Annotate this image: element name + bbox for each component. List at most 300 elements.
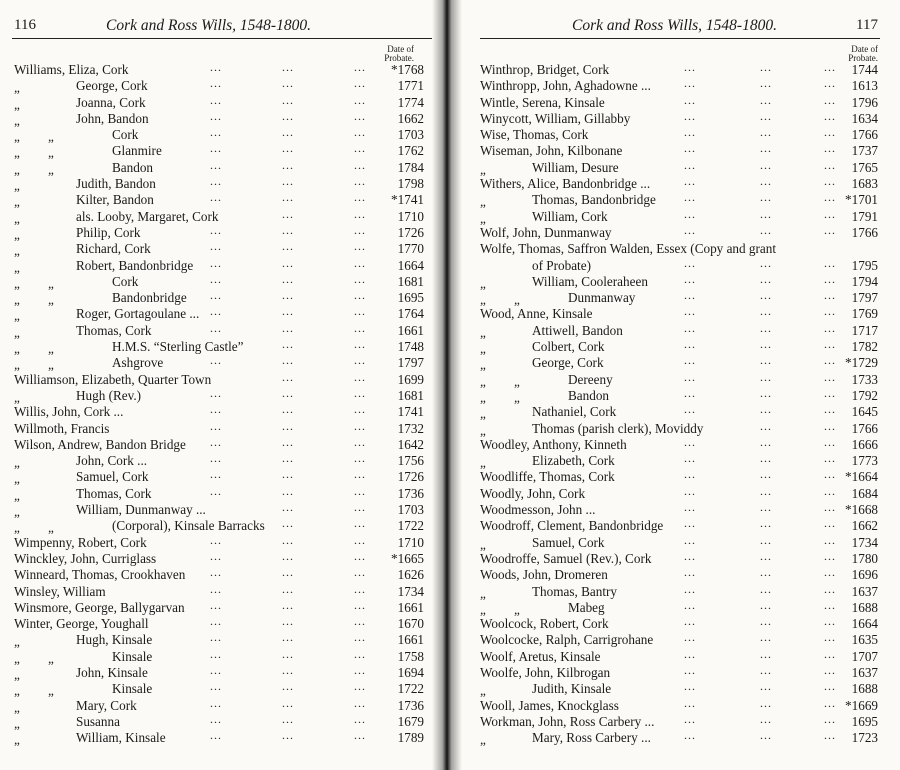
probate-year: 1694 [397, 664, 424, 680]
probate-year: 1723 [851, 730, 878, 746]
leader-dots: ... [282, 304, 294, 319]
leader-dots: ... [760, 385, 772, 400]
entry-name: Cork [112, 127, 139, 143]
leader-dots: ... [684, 385, 696, 400]
ditto-mark: „ [14, 715, 20, 731]
leader-dots: ... [824, 434, 836, 449]
leader-dots: ... [824, 646, 836, 661]
ditto-mark: „ [14, 634, 20, 650]
entry-name: Thomas (parish clerk), Moviddy [532, 420, 704, 436]
entry-name: Kinsale [112, 648, 153, 664]
leader-dots: ... [354, 125, 366, 140]
entry-name: Thomas, Cork [76, 322, 152, 338]
ditto-mark: „ [48, 161, 54, 177]
entry-name: Bandon [112, 159, 154, 175]
leader-dots: ... [684, 711, 696, 726]
entry-name: Samuel, Cork [76, 469, 149, 485]
probate-year: *1665 [391, 550, 424, 566]
leader-dots: ... [684, 190, 696, 205]
leader-dots: ... [684, 337, 696, 352]
ditto-mark: „ [480, 341, 486, 357]
ditto-mark: „ [14, 471, 20, 487]
entry-name: Susanna [76, 713, 120, 729]
leader-dots: ... [760, 304, 772, 319]
entry-name: Wilson, Andrew, Bandon Bridge [14, 436, 186, 452]
ditto-mark: „ [14, 112, 20, 128]
leader-dots: ... [282, 288, 294, 303]
leader-dots: ... [354, 255, 366, 270]
ditto-mark: „ [14, 650, 20, 666]
index-entry [480, 646, 878, 665]
leader-dots: ... [760, 500, 772, 515]
index-entry [480, 176, 878, 192]
probate-year: *1741 [391, 192, 424, 208]
leader-dots: ... [282, 255, 294, 270]
index-entry [480, 581, 878, 601]
leader-dots: ... [824, 548, 836, 563]
leader-dots: ... [354, 353, 366, 368]
probate-year: 1766 [851, 224, 878, 240]
entry-name: Wise, Thomas, Cork [480, 127, 589, 143]
index-entry [480, 483, 878, 502]
probate-year: 1791 [851, 208, 878, 224]
index-entry [480, 369, 878, 389]
leader-dots: ... [760, 157, 772, 172]
leader-dots: ... [354, 157, 366, 172]
leader-dots: ... [354, 288, 366, 303]
probate-year: 1664 [397, 257, 424, 273]
entry-name: George, Cork [532, 355, 604, 371]
index-entry [480, 711, 878, 730]
probate-year: 1734 [397, 583, 424, 599]
left-header-rule [12, 38, 432, 39]
leader-dots: ... [354, 418, 366, 433]
leader-dots: ... [282, 418, 294, 433]
ditto-mark: „ [480, 357, 486, 373]
leader-dots: ... [760, 679, 772, 694]
ditto-mark: „ [480, 732, 486, 748]
leader-dots: ... [282, 679, 294, 694]
leader-dots: ... [760, 548, 772, 563]
leader-dots: ... [824, 125, 836, 140]
ditto-mark: „ [14, 210, 20, 226]
leader-dots: ... [824, 385, 836, 400]
right-date-label-line1: Date of [851, 44, 878, 54]
leader-dots: ... [824, 467, 836, 482]
leader-dots: ... [210, 92, 222, 107]
ditto-mark: „ [14, 178, 20, 194]
index-entry [480, 92, 878, 111]
ditto-mark: „ [480, 292, 486, 308]
leader-dots: ... [824, 662, 836, 677]
probate-year: 1707 [851, 648, 878, 664]
leader-dots: ... [824, 190, 836, 205]
leader-dots: ... [282, 337, 294, 352]
ditto-mark: „ [48, 275, 54, 291]
index-entry [480, 355, 878, 371]
left-page-number: 116 [14, 17, 36, 33]
entry-name: Winthrop, Bridget, Cork [480, 62, 610, 77]
probate-year: 1798 [397, 176, 424, 192]
index-entry [480, 78, 878, 94]
leader-dots: ... [824, 222, 836, 237]
leader-dots: ... [824, 500, 836, 515]
entry-name: Woodly, John, Cork [480, 485, 586, 501]
leader-dots: ... [684, 532, 696, 547]
leader-dots: ... [282, 500, 294, 515]
index-entry [480, 255, 878, 274]
probate-year: 1662 [851, 518, 878, 534]
ditto-mark: „ [48, 520, 54, 536]
probate-year: 1710 [397, 534, 424, 550]
leader-dots: ... [760, 467, 772, 482]
entry-name: Winter, George, Youghall [14, 616, 149, 632]
leader-dots: ... [684, 108, 696, 123]
index-entry [480, 434, 878, 453]
leader-dots: ... [760, 320, 772, 335]
ditto-mark: „ [14, 145, 20, 161]
leader-dots: ... [684, 141, 696, 156]
probate-year: *1768 [391, 62, 424, 77]
leader-dots: ... [354, 174, 366, 189]
leader-dots: ... [760, 174, 772, 189]
leader-dots: ... [684, 320, 696, 335]
probate-year: 1722 [397, 681, 424, 697]
entry-name: John, Bandon [76, 110, 149, 126]
probate-year: 1642 [397, 436, 424, 452]
leader-dots: ... [354, 108, 366, 123]
leader-dots: ... [684, 548, 696, 563]
entry-name: Thomas, Cork [76, 485, 152, 501]
entry-name: Willis, John, Cork ... [14, 404, 124, 420]
leader-dots: ... [210, 646, 222, 661]
leader-dots: ... [760, 728, 772, 743]
entry-name: H.M.S. “Sterling Castle” [112, 339, 244, 355]
leader-dots: ... [210, 630, 222, 645]
index-entry [480, 730, 878, 746]
index-entry [480, 616, 878, 632]
probate-year: 1613 [851, 78, 878, 94]
ditto-mark: „ [514, 389, 520, 405]
leader-dots: ... [210, 157, 222, 172]
left-page-title: Cork and Ross Wills, 1548-1800. [106, 17, 311, 34]
leader-dots: ... [354, 679, 366, 694]
probate-year: 1661 [397, 322, 424, 338]
leader-dots: ... [684, 206, 696, 221]
entry-name: Willmoth, Francis [14, 420, 110, 436]
entry-name: William, Kinsale [76, 730, 166, 746]
index-entry [480, 404, 878, 420]
leader-dots: ... [824, 304, 836, 319]
probate-year: 1679 [397, 713, 424, 729]
leader-dots: ... [760, 92, 772, 107]
index-entry [480, 597, 878, 617]
entry-name: Woolfe, John, Kilbrogan [480, 664, 611, 680]
leader-dots: ... [760, 451, 772, 466]
leader-dots: ... [282, 451, 294, 466]
ditto-mark: „ [480, 210, 486, 226]
leader-dots: ... [760, 108, 772, 123]
probate-year: 1681 [397, 273, 424, 289]
entry-name: Wolfe, Thomas, Saffron Walden, Essex (Copy and grant [480, 241, 777, 257]
leader-dots: ... [760, 337, 772, 352]
probate-year: 1766 [851, 420, 878, 436]
leader-dots: ... [282, 190, 294, 205]
leader-dots: ... [684, 695, 696, 710]
leader-dots: ... [760, 255, 772, 270]
probate-year: 1726 [397, 224, 424, 240]
leader-dots: ... [824, 565, 836, 580]
probate-year: 1684 [851, 485, 878, 501]
leader-dots: ... [282, 402, 294, 417]
ditto-mark: „ [480, 455, 486, 471]
ditto-mark: „ [480, 324, 486, 340]
probate-year: 1664 [851, 616, 878, 632]
leader-dots: ... [282, 141, 294, 156]
ditto-mark: „ [14, 96, 20, 112]
probate-year: *1729 [845, 355, 878, 371]
entry-name: Woodliffe, Thomas, Cork [480, 469, 615, 485]
leader-dots: ... [210, 353, 222, 368]
entry-name: Cork [112, 273, 139, 289]
leader-dots: ... [760, 630, 772, 645]
leader-dots: ... [760, 581, 772, 596]
leader-dots: ... [684, 222, 696, 237]
leader-dots: ... [760, 222, 772, 237]
ditto-mark: „ [14, 194, 20, 210]
leader-dots: ... [684, 597, 696, 612]
probate-year: 1769 [851, 306, 878, 322]
index-entry [480, 548, 878, 567]
book-gutter [432, 0, 462, 770]
leader-dots: ... [282, 630, 294, 645]
leader-dots: ... [824, 141, 836, 156]
entry-name: Samuel, Cork [532, 534, 605, 550]
leader-dots: ... [760, 646, 772, 661]
entry-name: Thomas, Bantry [532, 583, 617, 599]
leader-dots: ... [824, 174, 836, 189]
entry-name: Mary, Ross Carbery ... [532, 730, 651, 746]
leader-dots: ... [684, 500, 696, 515]
leader-dots: ... [824, 695, 836, 710]
leader-dots: ... [684, 483, 696, 498]
leader-dots: ... [354, 222, 366, 237]
leader-dots: ... [824, 630, 836, 645]
ditto-mark: „ [48, 341, 54, 357]
leader-dots: ... [760, 662, 772, 677]
leader-dots: ... [354, 206, 366, 221]
entry-name: Mary, Cork [76, 697, 137, 713]
probate-year: 1784 [397, 159, 424, 175]
probate-year: 1734 [851, 534, 878, 550]
index-entry [480, 108, 878, 127]
leader-dots: ... [824, 108, 836, 123]
probate-year: 1733 [851, 371, 878, 387]
entry-name: Attiwell, Bandon [532, 322, 623, 338]
leader-dots: ... [354, 500, 366, 515]
leader-dots: ... [354, 92, 366, 107]
ditto-mark: „ [480, 536, 486, 552]
leader-dots: ... [282, 728, 294, 743]
probate-year: 1741 [397, 404, 424, 420]
leader-dots: ... [824, 157, 836, 172]
ditto-mark: „ [14, 80, 20, 96]
leader-dots: ... [210, 222, 222, 237]
leader-dots: ... [824, 711, 836, 726]
ditto-mark: „ [14, 504, 20, 520]
entry-name: Bandon [568, 387, 610, 403]
leader-dots: ... [210, 271, 222, 286]
leader-dots: ... [824, 92, 836, 107]
leader-dots: ... [684, 255, 696, 270]
probate-year: 1796 [851, 94, 878, 110]
leader-dots: ... [354, 581, 366, 596]
entry-name: Judith, Bandon [76, 176, 156, 192]
leader-dots: ... [684, 157, 696, 172]
leader-dots: ... [760, 695, 772, 710]
index-entry [480, 62, 878, 78]
ditto-mark: „ [14, 259, 20, 275]
probate-year: *1664 [845, 469, 878, 485]
ditto-mark: „ [48, 650, 54, 666]
leader-dots: ... [210, 402, 222, 417]
entry-name: Wintle, Serena, Kinsale [480, 94, 605, 110]
entry-name: of Probate) [532, 257, 591, 273]
leader-dots: ... [760, 418, 772, 433]
entry-name: Winneard, Thomas, Crookhaven [14, 567, 186, 583]
ditto-mark: „ [480, 194, 486, 210]
leader-dots: ... [684, 174, 696, 189]
probate-year: 1737 [851, 143, 878, 159]
leader-dots: ... [760, 516, 772, 531]
leader-dots: ... [354, 337, 366, 352]
probate-year: 1661 [397, 599, 424, 615]
entry-name: als. Looby, Margaret, Cork [76, 208, 219, 224]
leader-dots: ... [760, 402, 772, 417]
leader-dots: ... [282, 92, 294, 107]
leader-dots: ... [354, 630, 366, 645]
index-entry [480, 681, 878, 697]
probate-year: 1789 [397, 730, 424, 746]
ditto-mark: „ [14, 357, 20, 373]
entry-name: George, Cork [76, 78, 148, 94]
ditto-mark: „ [14, 341, 20, 357]
right-page-title: Cork and Ross Wills, 1548-1800. [572, 17, 777, 34]
entry-name: William, Cooleraheen [532, 273, 648, 289]
leader-dots: ... [282, 76, 294, 91]
probate-year: 1765 [851, 159, 878, 175]
leader-dots: ... [210, 565, 222, 580]
left-header [0, 17, 432, 39]
left-date-label-line1: Date of [387, 44, 414, 54]
probate-year: 1662 [397, 110, 424, 126]
probate-year: 1764 [397, 306, 424, 322]
entry-name: Judith, Kinsale [532, 681, 612, 697]
index-entry [480, 222, 878, 241]
probate-year: 1795 [851, 257, 878, 273]
right-header-rule [480, 38, 880, 39]
leader-dots: ... [210, 434, 222, 449]
leader-dots: ... [684, 271, 696, 286]
leader-dots: ... [210, 418, 222, 433]
probate-year: 1762 [397, 143, 424, 159]
leader-dots: ... [824, 76, 836, 91]
leader-dots: ... [282, 614, 294, 629]
probate-year: 1645 [851, 404, 878, 420]
index-entry [480, 241, 878, 257]
left-date-label [366, 45, 414, 63]
leader-dots: ... [760, 141, 772, 156]
leader-dots: ... [760, 190, 772, 205]
leader-dots: ... [824, 451, 836, 466]
entry-name: William, Dunmanway ... [76, 502, 206, 518]
leader-dots: ... [282, 516, 294, 531]
leader-dots: ... [354, 565, 366, 580]
leader-dots: ... [684, 565, 696, 580]
probate-year: 1771 [397, 78, 424, 94]
leader-dots: ... [282, 385, 294, 400]
leader-dots: ... [354, 369, 366, 384]
probate-year: 1637 [851, 583, 878, 599]
ditto-mark: „ [480, 161, 486, 177]
leader-dots: ... [760, 206, 772, 221]
entry-name: Dunmanway [568, 290, 636, 306]
probate-year: 1773 [851, 453, 878, 469]
leader-dots: ... [824, 288, 836, 303]
entry-name: Woods, John, Dromeren [480, 567, 608, 583]
ditto-mark: „ [14, 699, 20, 715]
ditto-mark: „ [14, 666, 20, 682]
leader-dots: ... [354, 516, 366, 531]
entry-name: William, Cork [532, 208, 608, 224]
leader-dots: ... [282, 271, 294, 286]
leader-dots: ... [282, 662, 294, 677]
entry-name: Wood, Anne, Kinsale [480, 306, 593, 322]
ditto-mark: „ [480, 601, 486, 617]
index-entry [480, 695, 878, 714]
leader-dots: ... [354, 728, 366, 743]
entry-name: Woodley, Anthony, Kinneth [480, 436, 627, 452]
index-entry [480, 143, 878, 159]
leader-dots: ... [684, 353, 696, 368]
entry-name: Withers, Alice, Bandonbridge ... [480, 176, 651, 192]
leader-dots: ... [282, 646, 294, 661]
ditto-mark: „ [48, 683, 54, 699]
leader-dots: ... [282, 60, 294, 74]
entry-name: Winsley, William [14, 583, 106, 599]
probate-year: 1670 [397, 616, 424, 632]
leader-dots: ... [824, 353, 836, 368]
probate-year: 1661 [397, 632, 424, 648]
leader-dots: ... [760, 271, 772, 286]
ditto-mark: „ [480, 683, 486, 699]
right-page-number: 117 [856, 17, 878, 33]
entry-name: Winycott, William, Gillabby [480, 110, 631, 126]
leader-dots: ... [210, 597, 222, 612]
leader-dots: ... [760, 532, 772, 547]
entry-name: Williamson, Elizabeth, Quarter Town [14, 371, 212, 387]
leader-dots: ... [354, 385, 366, 400]
leader-dots: ... [282, 565, 294, 580]
leader-dots: ... [282, 369, 294, 384]
leader-dots: ... [210, 174, 222, 189]
ditto-mark: „ [14, 455, 20, 471]
ditto-mark: „ [48, 357, 54, 373]
leader-dots: ... [824, 206, 836, 221]
leader-dots: ... [282, 532, 294, 547]
leader-dots: ... [354, 402, 366, 417]
leader-dots: ... [824, 532, 836, 547]
